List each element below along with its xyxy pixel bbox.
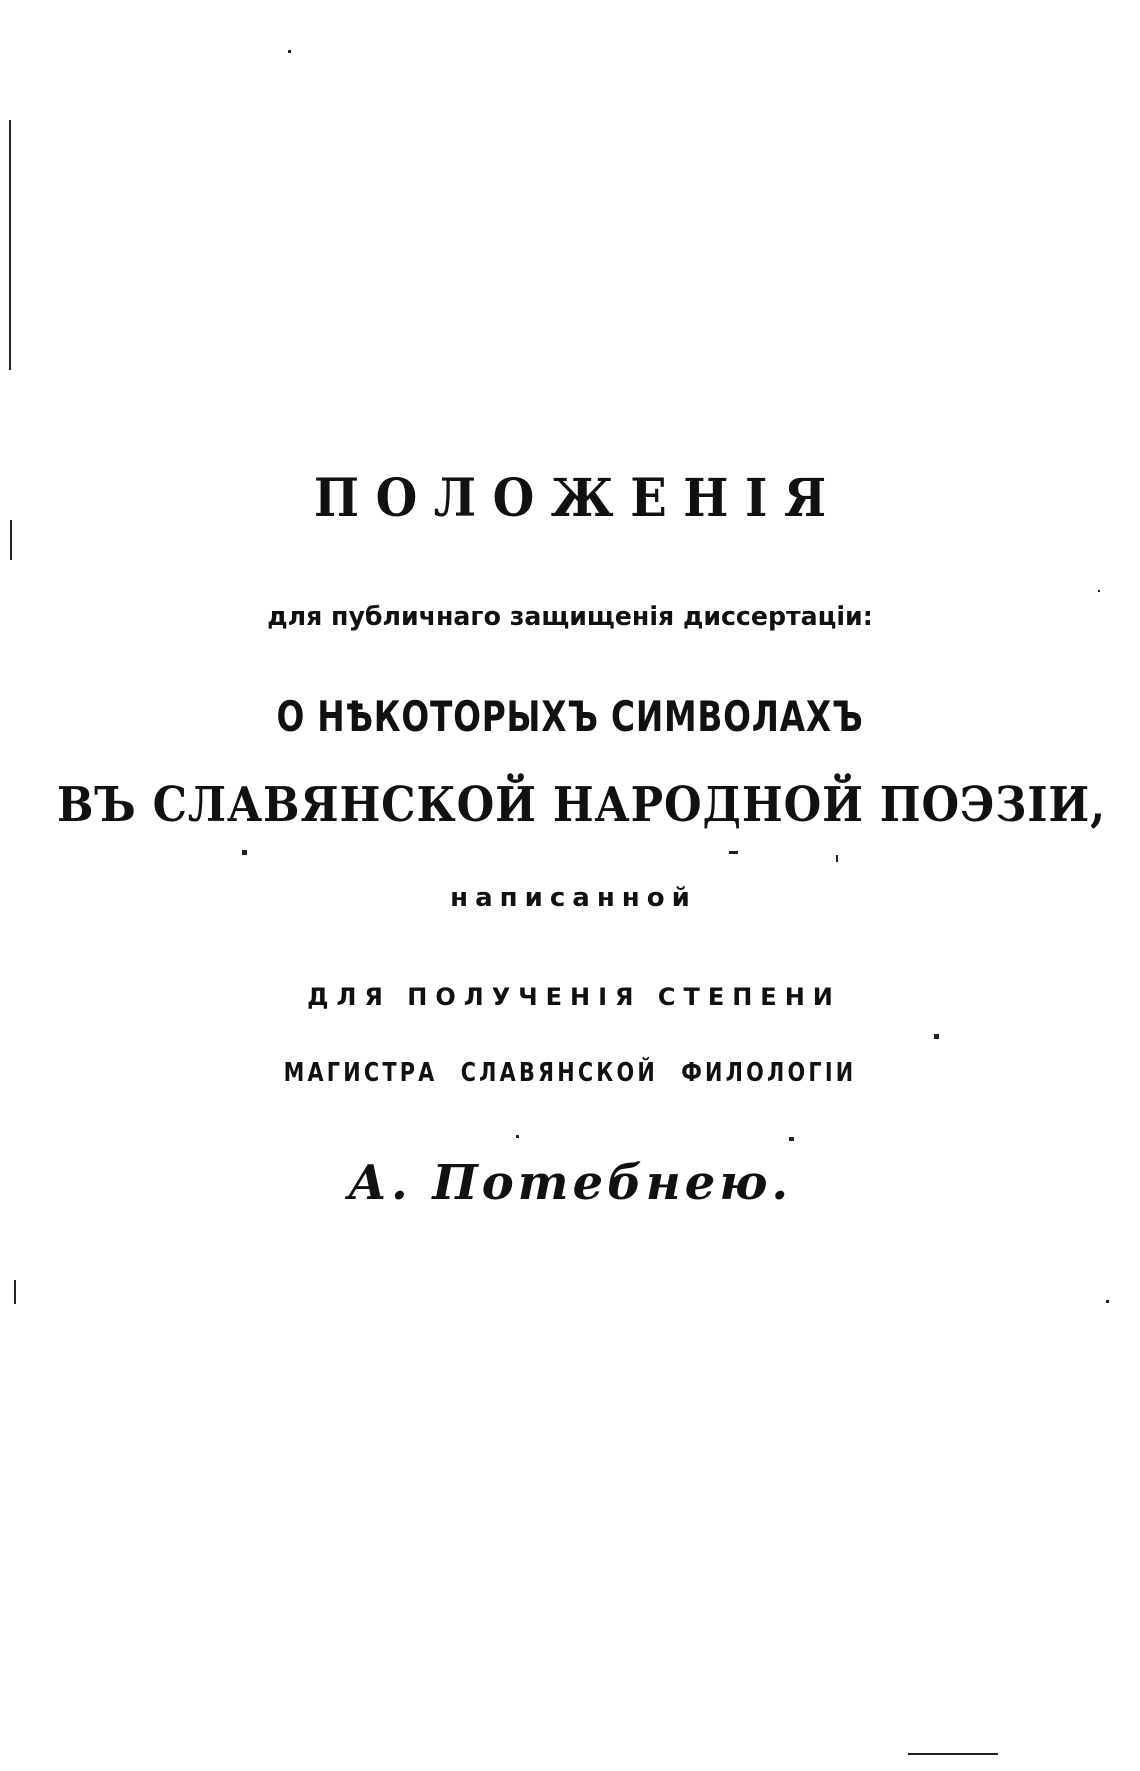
scan-edge-line bbox=[10, 520, 12, 560]
scan-edge-line bbox=[14, 1280, 16, 1304]
scan-speck bbox=[1106, 1300, 1109, 1303]
scan-speck bbox=[1098, 590, 1100, 592]
scan-speck bbox=[789, 1137, 794, 1141]
scan-speck bbox=[836, 855, 838, 862]
dissertation-topic-line-2: ВЪ СЛАВЯНСКОЙ НАРОДНОЙ ПОЭЗІИ, bbox=[57, 777, 1107, 833]
scan-speck bbox=[934, 1034, 939, 1039]
scan-speck bbox=[516, 1135, 519, 1138]
written-by-label: написанной bbox=[450, 883, 697, 913]
document-title: ПОЛОЖЕНІЯ bbox=[313, 468, 843, 529]
degree-name-line: МАГИСТРА СЛАВЯНСКОЙ ФИЛОЛОГІИ bbox=[283, 1058, 857, 1088]
degree-purpose-line: ДЛЯ ПОЛУЧЕНІЯ СТЕПЕНИ bbox=[307, 983, 841, 1011]
scan-speck bbox=[242, 850, 247, 855]
dissertation-topic-line-1: О НѢКОТОРЫХЪ СИМВОЛАХЪ bbox=[276, 692, 864, 741]
scan-speck bbox=[729, 851, 738, 854]
scan-speck bbox=[288, 50, 291, 53]
document-subtitle: для публичнаго защищенія диссертаціи: bbox=[267, 602, 873, 632]
scan-bottom-line bbox=[908, 1753, 998, 1755]
author-name: А. Потебнею. bbox=[347, 1155, 793, 1211]
scan-edge-line bbox=[9, 120, 11, 370]
